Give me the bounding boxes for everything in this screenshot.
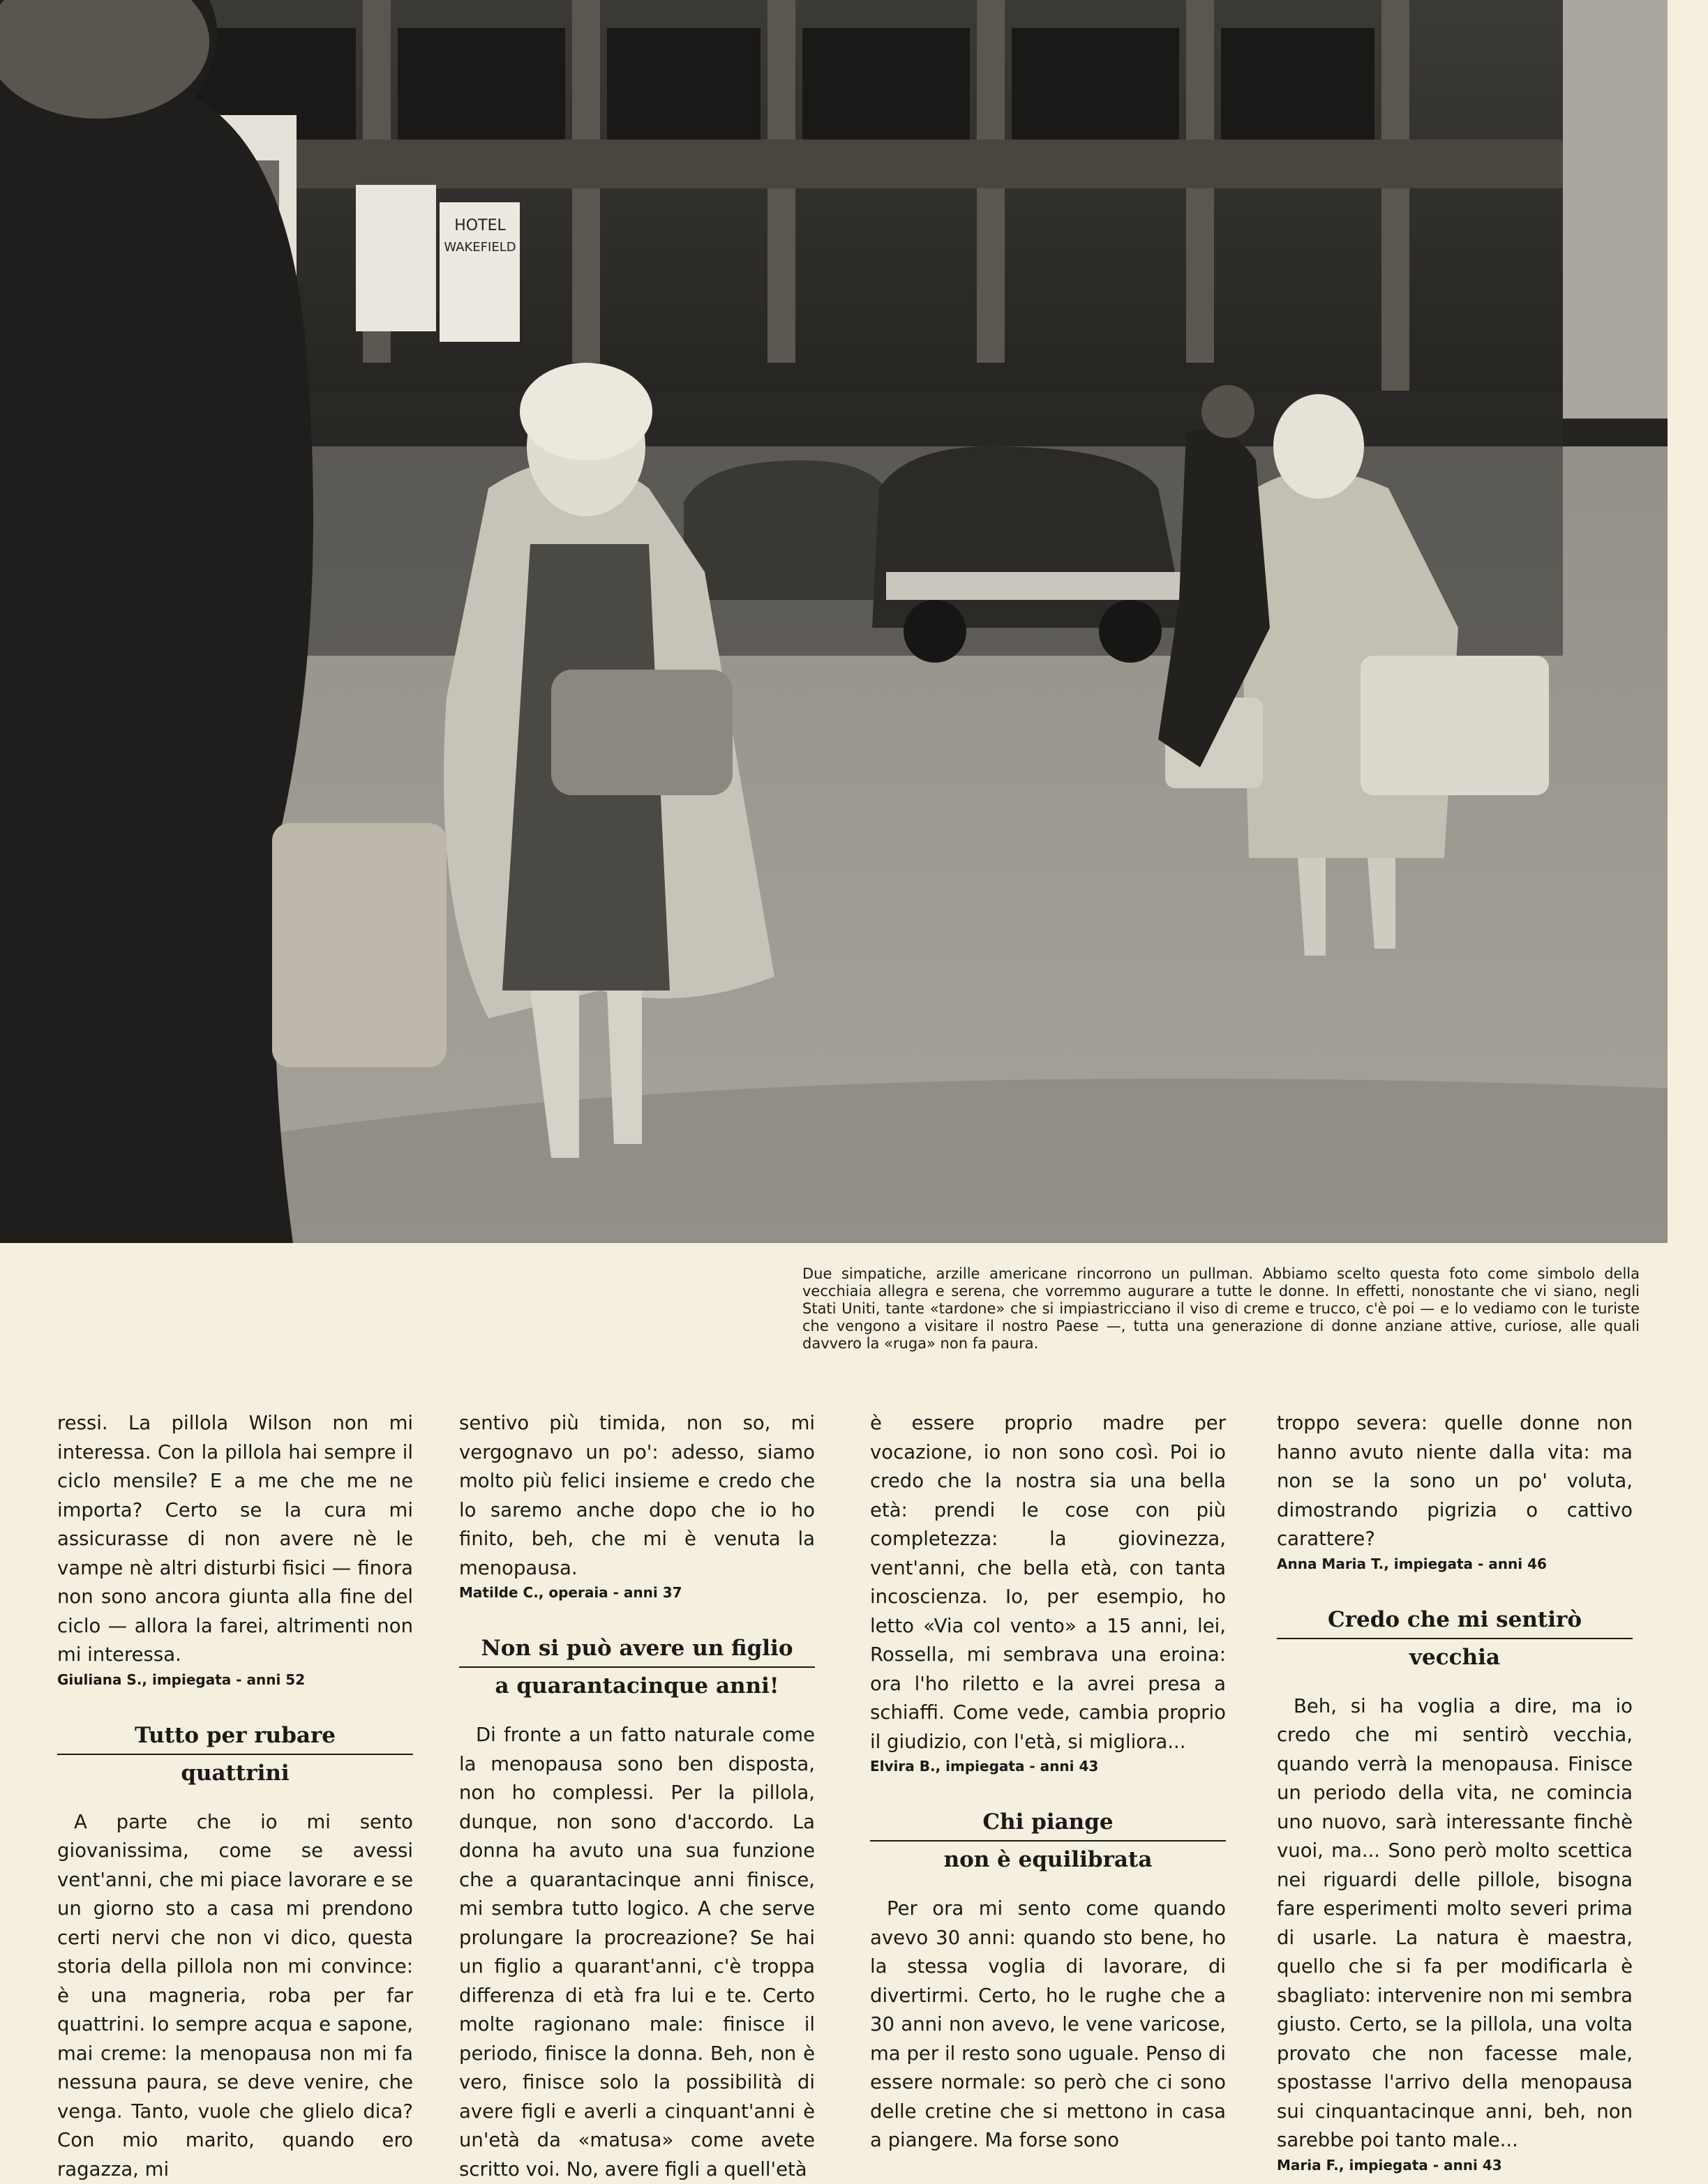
col3-heading xyxy=(870,1804,1226,1878)
hotel-sign: HOTEL xyxy=(454,217,506,234)
col4-paragraph-2: Beh, si ha voglia a dire, ma io credo che mi sentirò vecchia, quando verrà la menopausa. Finisce un periodo della vita, ne comincia uno nuovo, sarà interessante finchè vuoi, ma... Sono però molto scettica nei riguardi delle pillole, bisogna fare esperimenti molto severi prima di usarle. La natura è maestra, quello che si fa per modificarla è sbagliato: intervenire non mi sembra giusto. Certo, se la pillola, una volta provato che non facesse male, spostasse l'arrivo della menopausa sui cinquantacinque anni, beh, non sarebbe poi tanto male... xyxy=(1277,1692,1633,2155)
col2-heading-line-1: Non si può avere un figlio xyxy=(459,1630,815,1668)
col3-heading-line-1: Chi piange xyxy=(870,1804,1226,1842)
col3-paragraph-2: Per ora mi sento come quando avevo 30 anni: quando sto bene, ho la stessa voglia di lavorare, di divertirmi. Certo, ho le rughe che a 30 anni non avevo, le vene varicose, ma per il resto sono uguale. Penso di essere normale: so però che ci sono delle cretine che si mettono in casa a piangere. Ma forse sono xyxy=(870,1895,1226,2155)
col1-paragraph-2: A parte che io mi sento giovanissima, come se avessi vent'anni, che mi piace lavorare e se un giorno sto a casa mi prendono certi nervi che non vi dico, questa storia della pillola non mi convince: è una magneria, roba per far quattrini. Io sempre acqua e sapone, mai creme: la menopausa non mi fa nessuna paura, se deve venire, che venga. Tanto, vuole che glielo dica? Con mio marito, quando ero ragazza, mi xyxy=(57,1808,413,2184)
col1-heading xyxy=(57,1717,413,1791)
column-3 xyxy=(870,1409,1226,2155)
column-1 xyxy=(57,1409,413,2184)
col3-signature-1: Elvira B., impiegata - anni 43 xyxy=(870,1756,1226,1776)
col4-paragraph-1: troppo severa: quelle donne non hanno avuto niente dalla vita: ma non se la sono un po' voluta, dimostrando pigrizia o cattivo carattere? xyxy=(1277,1409,1633,1554)
svg-text:WAKEFIELD: WAKEFIELD xyxy=(444,240,516,255)
col4-heading-line-2: vecchia xyxy=(1277,1639,1633,1675)
col2-heading xyxy=(459,1630,815,1704)
col2-paragraph-1: sentivo più timida, non so, mi vergognavo un po': adesso, siamo molto più felici insieme e credo che lo saremo anche dopo che io ho finito, beh, che mi è venuta la menopausa. xyxy=(459,1409,815,1583)
col2-paragraph-2: Di fronte a un fatto naturale come la menopausa sono ben disposta, non ho complessi. Per la pillola, dunque, non sono d'accordo. La donna ha avuto una sua funzione che a quarantacinque anni finisce, mi sembra tutto logico. A che serve prolungare la procreazione? Se hai un figlio a quarant'anni, c'è troppa differenza di età fra lui e te. Certo molte ragionano male: finisce il periodo, finisce la donna. Beh, non è vero, finisce solo la possibilità di avere figli e averli a cinquant'anni è un'età da «matusa» come avete scritto voi. No, avere figli a quell'età xyxy=(459,1721,815,2184)
col4-heading-line-1: Credo che mi sentirò xyxy=(1277,1602,1633,1639)
col2-signature-1: Matilde C., operaia - anni 37 xyxy=(459,1583,815,1602)
column-4 xyxy=(1277,1409,1633,2175)
col1-signature-1: Giuliana S., impiegata - anni 52 xyxy=(57,1670,413,1689)
col4-signature-1: Anna Maria T., impiegata - anni 46 xyxy=(1277,1554,1633,1574)
col4-signature-2: Maria F., impiegata - anni 43 xyxy=(1277,2155,1633,2175)
col1-paragraph-1: ressi. La pillola Wilson non mi interessa. Con la pillola hai sempre il ciclo mensile? E a me che me ne importa? Certo se la cura mi assicurasse di non avere nè le vampe nè altri disturbi fisici — finora non sono ancora giunta alla fine del ciclo — allora la farei, altrimenti non mi interessa. xyxy=(57,1409,413,1670)
col2-heading-line-2: a quarantacinque anni! xyxy=(459,1668,815,1704)
photo-caption: Due simpatiche, arzille americane rincorrono un pullman. Abbiamo scelto questa foto come simbolo della vecchiaia allegra e serena, che vorremmo augurare a tutte le donne. In effetti, nonostante che vi siano, negli Stati Uniti, tante «tardone» che si impiastricciano il viso di creme e trucco, c'è poi — e lo vediamo con le turiste che vengono a visitare il nostro Paese —, tutta una generazione di donne anziane attive, curiose, alle quali davvero la «ruga» non fa paura. xyxy=(802,1265,1640,1353)
col1-heading-line-2: quattrini xyxy=(57,1755,413,1791)
col3-paragraph-1: è essere proprio madre per vocazione, io non sono così. Poi io credo che la nostra sia una bella età: prendi le cose con più completezza: la giovinezza, vent'anni, che bella età, con tanta incoscienza. Io, per esempio, ho letto «Via col vento» a 15 anni, lei, Rossella, mi sembrava una eroina: ora l'ho riletto e la avrei presa a schiaffi. Come vede, cambia proprio il giudizio, con l'età, si migliora... xyxy=(870,1409,1226,1756)
col3-heading-line-2: non è equilibrata xyxy=(870,1842,1226,1878)
col1-heading-line-1: Tutto per rubare xyxy=(57,1717,413,1755)
column-2 xyxy=(459,1409,815,2184)
col4-heading xyxy=(1277,1602,1633,1675)
